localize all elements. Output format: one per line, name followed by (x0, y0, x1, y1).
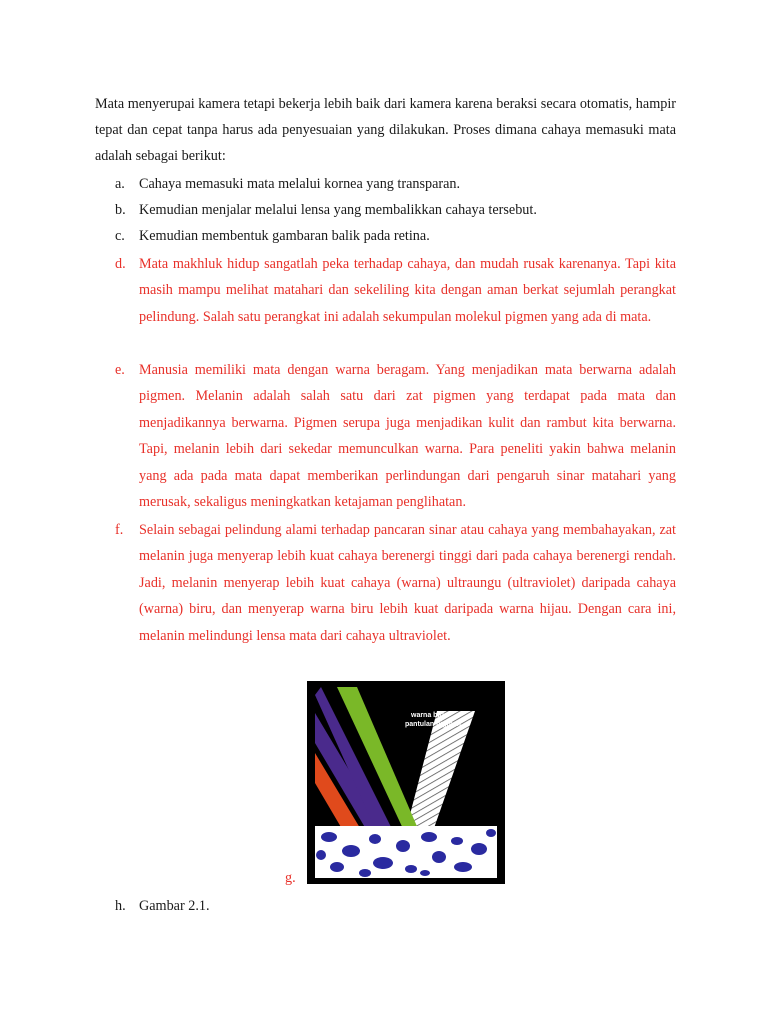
list-item-e (115, 357, 676, 515)
list-item-text: Manusia memiliki mata dengan warna beragam. Yang menjadikan mata berwarna adalah pigmen. Melanin adalah salah satu dari zat pigmen yang terdapat pada mata dan menjadikannya berwarna. Pigmen serupa juga menjadikan kulit dan rambut kita berwarna. Tapi, melanin lebih dari sekedar memunculkan warna. Para peneliti yakin bahwa melanin yang ada pada mata dapat memberikan perlindungan dari pengaruh sinar matahari yang merusak, sekaligus meningkatkan ketajaman penglihatan. (139, 362, 676, 511)
intro-paragraph: Mata menyerupai kamera tetapi bekerja lebih baik dari kamera karena beraksi secara otomatis, hampir tepat dan cepat tanpa harus ada penyesuaian yang dilakukan. Proses dimana cahaya memasuki mata adalah sebagai berikut: (95, 96, 676, 164)
figure-label-line1: warna biru (411, 712, 447, 719)
list-marker: e. (115, 362, 125, 378)
figure-marker: g. (285, 870, 296, 886)
list-marker: h. (115, 898, 126, 914)
list-item-text: Kemudian menjalar melalui lensa yang membalikkan cahaya tersebut. (139, 202, 537, 218)
list-marker: a. (115, 176, 125, 192)
list-item-text: Mata makhluk hidup sangatlah peka terhadap cahaya, dan mudah rusak karenanya. Tapi kita masih mampu melihat matahari dan sekeliling kita dengan aman berkat sejumlah perangkat pelindung. Salah satu perangkat ini adalah sekumpulan molekul pigmen yang ada di mata. (139, 256, 676, 325)
list-item-b (115, 197, 676, 223)
list-item-a (115, 171, 676, 197)
list-marker: c. (115, 228, 125, 244)
list-item-text: Selain sebagai pelindung alami terhadap pancaran sinar atau cahaya yang membahayakan, zat melanin juga menyerap lebih kuat cahaya berenergi tinggi dari pada cahaya berenergi rendah. Jadi, melanin menyerap lebih kuat cahaya (warna) ultraungu (ultraviolet) daripada cahaya (warna) biru, dan menyerap warna biru lebih kuat daripada warna hijau. Dengan cara ini, melanin melindungi lensa mata dari cahaya ultraviolet. (139, 522, 676, 644)
list-item-d (115, 251, 676, 330)
list-marker: d. (115, 256, 126, 272)
melanin-light-figure (307, 681, 505, 884)
figure-caption: Gambar 2.1. (139, 898, 210, 914)
list-item-f (115, 517, 676, 649)
list-item-text: Cahaya memasuki mata melalui kornea yang transparan. (139, 176, 461, 192)
list-marker: f. (115, 522, 124, 538)
list-item-c (115, 223, 676, 249)
list-item-text: Kemudian membentuk gambaran balik pada retina. (139, 228, 430, 244)
figure-label-line2: pantulan pigmen (405, 721, 461, 728)
list-marker: b. (115, 202, 126, 218)
list-item-h (115, 893, 676, 919)
